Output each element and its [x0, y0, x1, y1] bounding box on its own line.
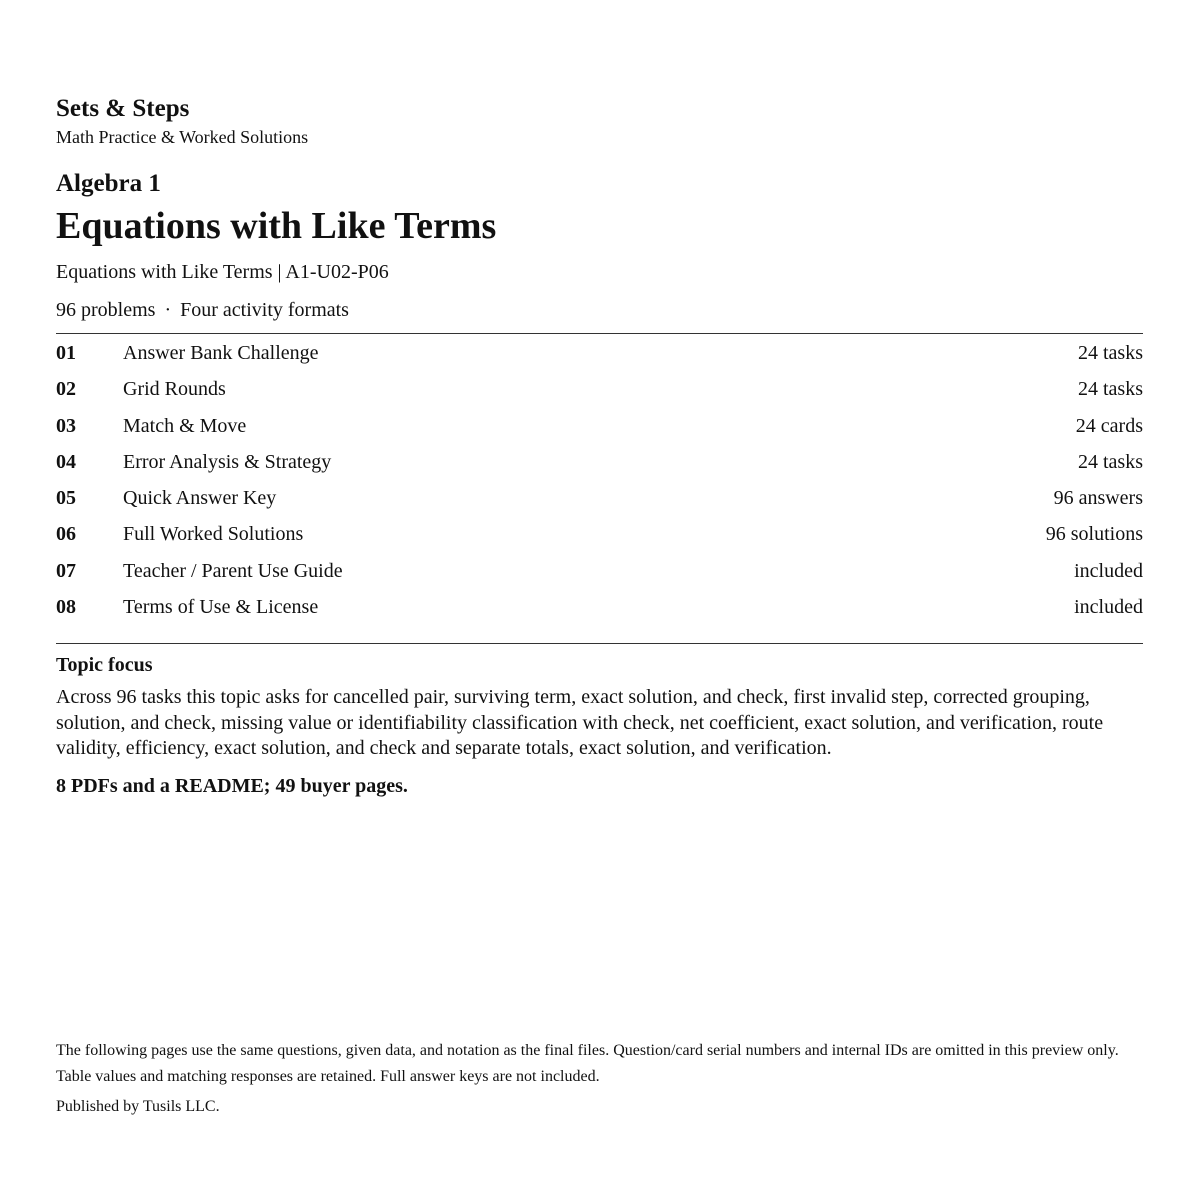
- contents-count: included: [1074, 559, 1143, 582]
- contents-number: 04: [56, 450, 76, 473]
- contents-count: 24 tasks: [1078, 450, 1143, 473]
- contents-row: [56, 560, 1143, 596]
- contents-number: 03: [56, 414, 76, 437]
- meta-line: [56, 297, 1143, 323]
- format-count: Four activity formats: [180, 299, 349, 321]
- contents-row: [56, 596, 1143, 632]
- file-summary: 8 PDFs and a README; 49 buyer pages.: [56, 774, 408, 797]
- contents-count: 96 answers: [1053, 487, 1143, 510]
- contents-label: Full Worked Solutions: [123, 523, 304, 546]
- page-title: Equations with Like Terms: [56, 205, 497, 247]
- contents-row: [56, 378, 1143, 414]
- contents-label: Grid Rounds: [123, 378, 226, 401]
- document-page: [56, 92, 1143, 799]
- preview-disclaimer: The following pages use the same questions, given data, and notation as the final files. Question/card serial numbers and internal IDs are omitted in this preview only. Table values and matching responses are retained. Full answer keys are not included.: [56, 1042, 1119, 1085]
- contents-label: Quick Answer Key: [123, 487, 277, 510]
- brand-tagline: Math Practice & Worked Solutions: [56, 127, 309, 147]
- contents-label: Terms of Use & License: [123, 596, 319, 619]
- topic-focus-heading: Topic focus: [56, 654, 153, 677]
- course-label: Algebra 1: [56, 170, 161, 197]
- contents-number: 07: [56, 559, 76, 582]
- contents-number: 08: [56, 596, 76, 619]
- contents-label: Match & Move: [123, 414, 247, 437]
- brand-name: Sets & Steps: [56, 95, 190, 122]
- contents-count: 96 solutions: [1045, 523, 1143, 546]
- contents-row: [56, 342, 1143, 378]
- contents-row: [56, 487, 1143, 523]
- contents-number: 02: [56, 378, 76, 401]
- page-footer: [56, 1038, 1146, 1118]
- contents-list: [56, 333, 1143, 644]
- publisher-credit: Published by Tusils LLC.: [56, 1098, 220, 1115]
- page-subtitle: Equations with Like Terms | A1-U02-P06: [56, 261, 389, 283]
- contents-label: Error Analysis & Strategy: [123, 450, 332, 473]
- contents-row: [56, 415, 1143, 451]
- contents-label: Answer Bank Challenge: [123, 342, 319, 364]
- meta-separator: ·: [164, 299, 172, 321]
- contents-label: Teacher / Parent Use Guide: [123, 559, 343, 582]
- contents-count: 24 cards: [1075, 414, 1143, 437]
- contents-number: 05: [56, 487, 76, 510]
- contents-number: 06: [56, 523, 76, 546]
- contents-number: 01: [56, 342, 76, 364]
- topic-focus-text: Across 96 tasks this topic asks for cancelled pair, surviving term, exact solution, and check, first invalid step, corrected grouping, solution, and check, missing value or identifiability classification with check, net coefficient, exact solution, and verification, route validity, efficiency, exact solution, and check and separate totals, exact solution, and verification.: [56, 686, 1104, 760]
- contents-count: 24 tasks: [1078, 342, 1143, 364]
- problem-count: 96 problems: [56, 299, 156, 321]
- contents-count: included: [1074, 596, 1143, 619]
- contents-row: [56, 523, 1143, 559]
- contents-row: [56, 451, 1143, 487]
- contents-count: 24 tasks: [1078, 378, 1143, 401]
